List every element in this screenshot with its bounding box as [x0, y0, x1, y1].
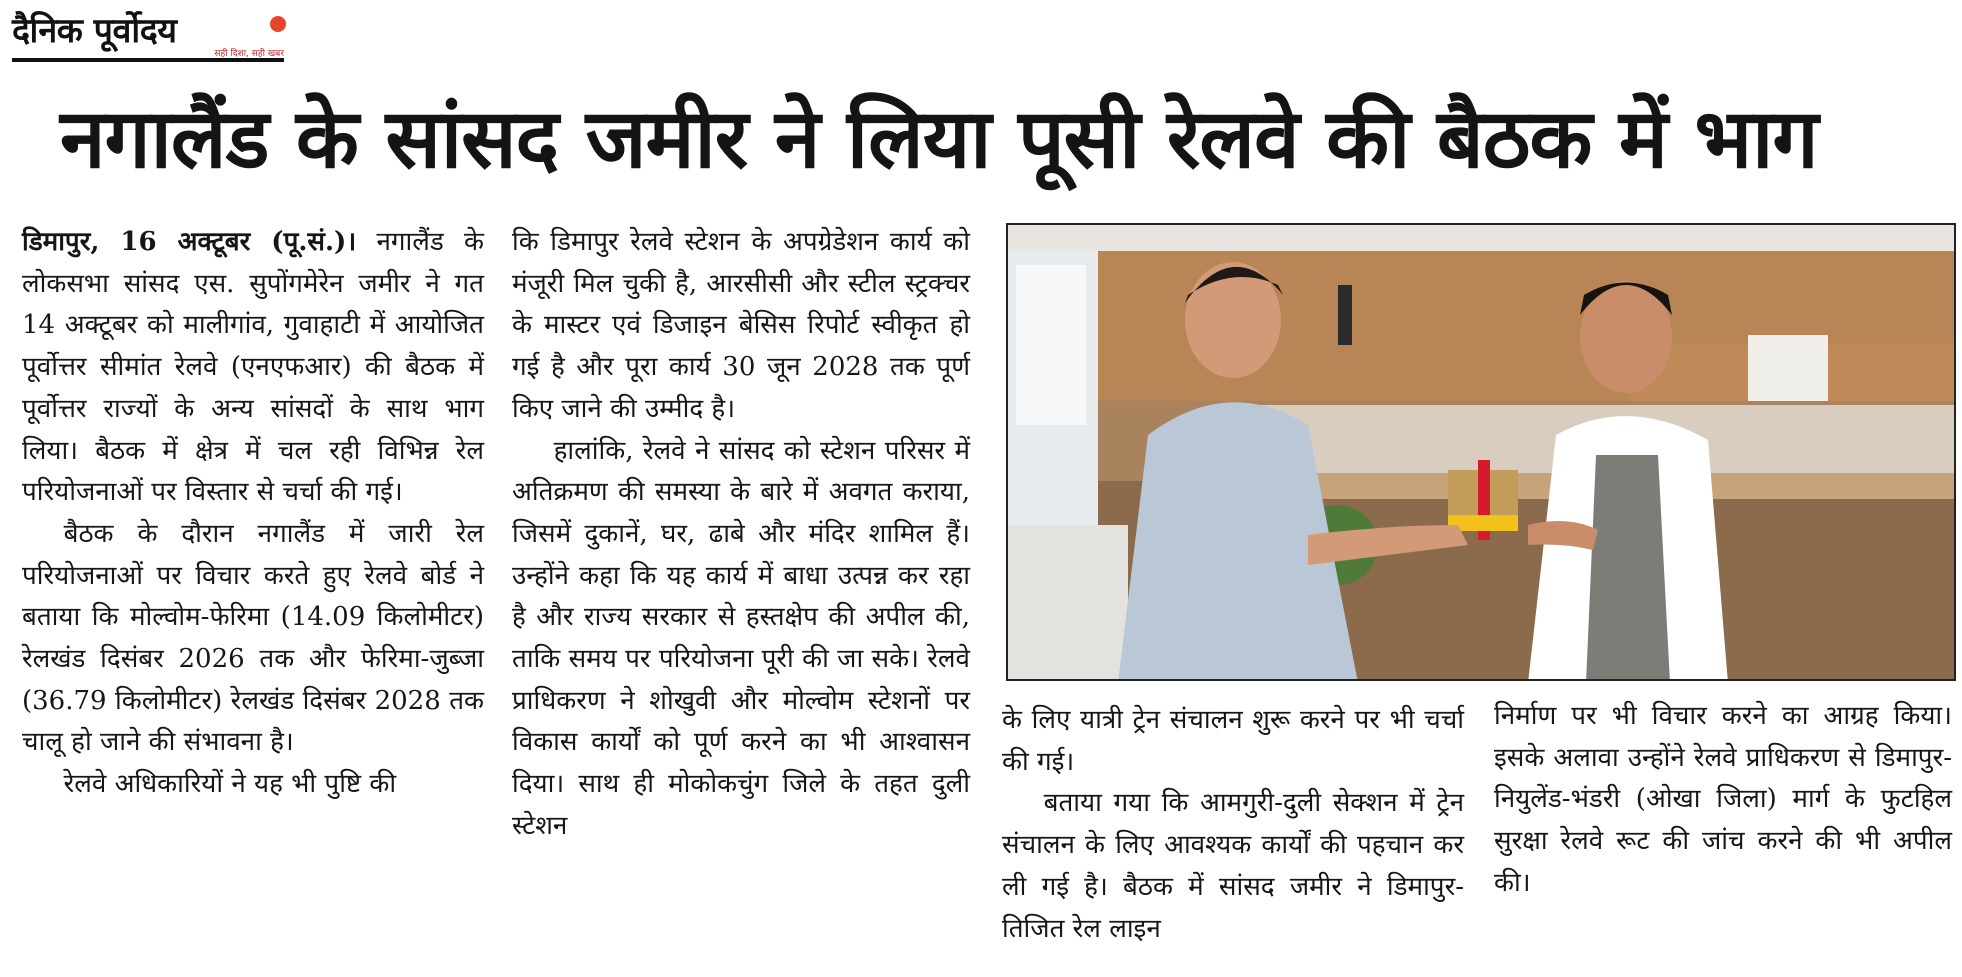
- paragraph-1-text: नगालैंड के लोकसभा सांसद एस. सुपोंगमेरेन जमीर ने गत 14 अक्टूबर को मालीगांव, गुवाहाटी में आयोजित पूर्वोत्तर सीमांत रेलवे (एनएफआर) की बैठक में पूर्वोत्तर राज्यों के अन्य सांसदों के साथ भाग लिया। बैठक में क्षेत्र में चल रही विभिन्न रेल परियोजनाओं पर विस्तार से चर्चा की गई।: [22, 227, 484, 508]
- article-paragraph-4: हालांकि, रेलवे ने सांसद को स्टेशन परिसर में अतिक्रमण की समस्या के बारे में अवगत कराया, जिसमें दुकानें, घर, ढाबे और मंदिर शामिल हैं। उन्होंने कहा कि यह कार्य में बाधा उत्पन्न कर रहा है और राज्य सरकार से हस्तक्षेप की अपील की, ताकि समय पर परियोजना पूरी की जा सके। रेलवे प्राधिकरण ने शोखुवी और मोल्वोम स्टेशनों पर विकास कार्यों को पूर्ण करने का भी आश्वासन दिया। साथ ही मोकोकचुंग जिले के तहत दुली स्टेशन: [512, 435, 970, 841]
- article-column-4: [1494, 696, 1952, 905]
- photo-illustration: [1008, 225, 1956, 681]
- article-column-1: [22, 222, 484, 806]
- article-column-3: [1002, 700, 1464, 950]
- article-column-2: [512, 222, 970, 848]
- article-paragraph-3: रेलवे अधिकारियों ने यह भी पुष्टि की: [63, 769, 397, 800]
- article-paragraph-5-cont: निर्माण पर भी विचार करने का आग्रह किया। इसके अलावा उन्होंने रेलवे प्राधिकरण से डिमापुर-नियुलेंड-भंडरी (ओखा जिला) मार्ग के फुटहिल सुरक्षा रेलवे रूट की जांच करने की भी अपील की।: [1494, 701, 1952, 898]
- dateline: डिमापुर, 16 अक्टूबर (पू.सं.)।: [22, 227, 357, 257]
- article-paragraph-1: [22, 222, 484, 514]
- masthead-logo: दैनिक पूर्वोदय: [12, 11, 177, 51]
- masthead-tagline: सही दिशा, सही खबर: [214, 49, 284, 59]
- article-paragraph-3-cont: कि डिमापुर रेलवे स्टेशन के अपग्रेडेशन कार्य को मंजूरी मिल चुकी है, आरसीसी और स्टील स्ट्रक्चर के मास्टर एवं डिजाइन बेसिस रिपोर्ट स्वीकृत हो गई है और पूरा कार्य 30 जून 2028 तक पूर्ण किए जाने की उम्मीद है।: [512, 227, 970, 424]
- news-photo: [1006, 223, 1956, 681]
- logo-dot-icon: [270, 16, 286, 32]
- article-paragraph-4-cont: के लिए यात्री ट्रेन संचालन शुरू करने पर भी चर्चा की गई।: [1002, 705, 1464, 777]
- masthead: [12, 6, 284, 68]
- article-paragraph-5: बताया गया कि आमगुरी-दुली सेक्शन में ट्रेन संचालन के लिए आवश्यक कार्यों की पहचान कर ली गई है। बैठक में सांसद जमीर ने डिमापुर-तिजित रेल लाइन: [1002, 788, 1464, 944]
- article-paragraph-2: बैठक के दौरान नगालैंड में जारी रेल परियोजनाओं पर विचार करते हुए रेलवे बोर्ड ने बताया कि मोल्वोम-फेरिमा (14.09 किलोमीटर) रेलखंड दिसंबर 2026 तक और फेरिमा-जुब्जा (36.79 किलोमीटर) रेलखंड दिसंबर 2028 तक चालू हो जाने की संभावना है।: [22, 518, 484, 758]
- headline: नगालैंड के सांसद जमीर ने लिया पूसी रेलवे की बैठक में भाग: [60, 92, 1818, 187]
